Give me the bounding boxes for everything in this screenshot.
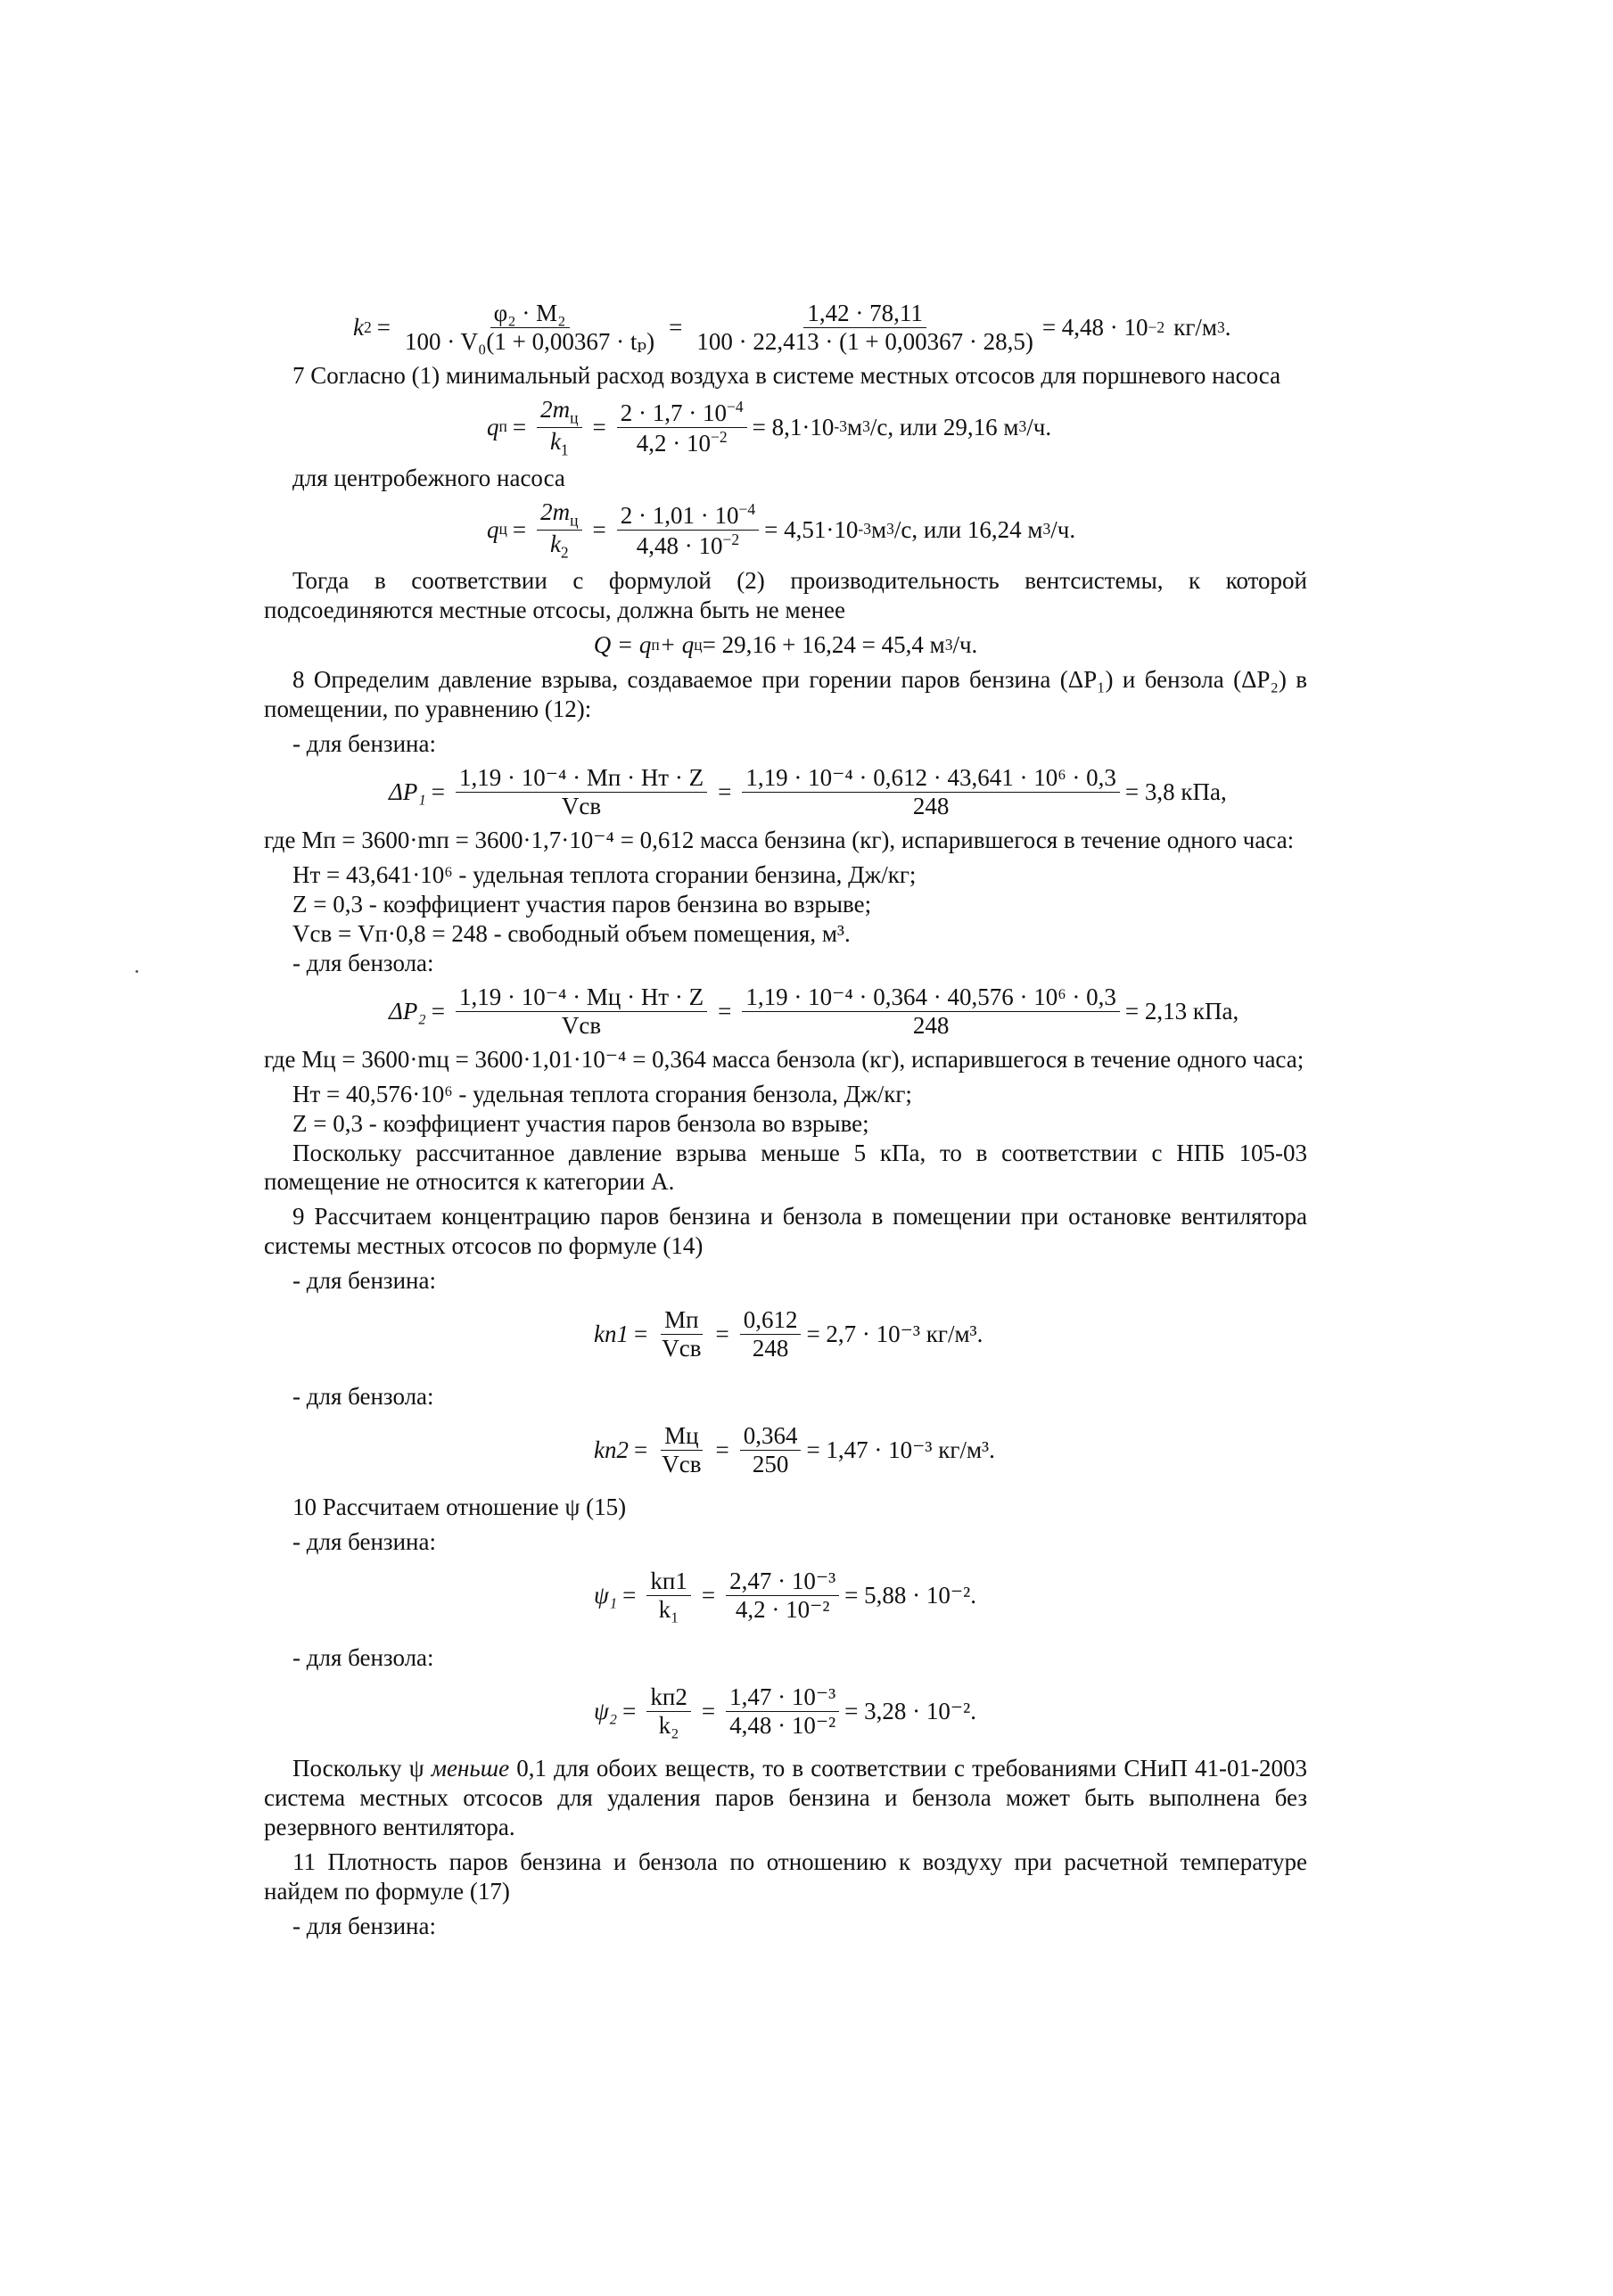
document-page <box>264 294 1307 1946</box>
formula-k2-lhs-sub: 2 <box>363 317 372 336</box>
item8-where1: где Mп = 3600·mп = 3600·1,7·10⁻⁴ = 0,612 масса бензина (кг), испарившегося в течение одного часа: <box>264 826 1295 853</box>
formula-k2-result: = 4,48 · 10 <box>1041 314 1148 342</box>
item8-ht2: Hт = 40,576·10⁶ - удельная теплота сгорания бензола, Дж/кг; <box>292 1080 912 1107</box>
item7-text: 7 Согласно (1) минимальный расход воздуха в системе местных отсосов для поршневого насоса <box>292 362 1281 390</box>
item8-z1: Z = 0,3 - коэффициент участия паров бензина во взрыве; <box>292 890 872 918</box>
formula-Q: Q = q п + q ц = 29,16 + 16,24 = 45,4 м 3 /ч. <box>593 631 978 659</box>
formula-k2-unit: кг/м <box>1173 314 1217 342</box>
centrifugal-label: для центробежного насоса <box>292 465 565 492</box>
formula-k2: k 2 = $\frac{\text{φ₂ · M₂}}{\text{100 · V₀(1 + 0,00367 · tₚ)}}$ = $\frac{1,42 \cdot 78,11}{100 \cdot 22,413 \cdot (1 + 0,00367 \cdot 28,5)}$ = 4,48 · 10 −2 кг/м 3 . <box>353 300 1231 356</box>
item11-for-gasoline: - для бензина: <box>292 1913 436 1940</box>
item8-conclusion: Поскольку рассчитанное давление взрыва меньше 5 кПа, то в соответствии с НПБ 105-03 помещение не относится к категории А. <box>264 1139 1307 1196</box>
formula-psi2: ψ₂ = $\frac{kп2}{\text{k₂}}$ = $\frac{\text{1,47 · 10⁻³}}{\text{4,48 · 10⁻²}}$ = 3,28 · 10⁻². <box>594 1683 976 1740</box>
item11-text: 11 Плотность паров бензина и бензола по отношению к воздуху при расчетной температуре найдем по формуле (17) <box>264 1848 1307 1905</box>
item9-for-gasoline: - для бензина: <box>292 1267 436 1295</box>
formula-dp1-result: = 3,8 кПа, <box>1124 778 1227 805</box>
formula-kp2-result: = 1,47 · 10⁻³ кг/м³. <box>806 1436 995 1464</box>
formula-k2-lhs: k <box>353 314 364 342</box>
formula-qp-result: = 8,1·10 <box>752 413 835 440</box>
item10-conclusion: Поскольку ψ меньше 0,1 для обоих веществ, то в соответствии с требованиями СНиП 41-01-2003 система местных отсосов для удаления паров бензина и бензола может быть выполнена без резервного вентилятора. <box>264 1755 1307 1841</box>
item8-ht1: Hт = 43,641·10⁶ - удельная теплота сгорании бензина, Дж/кг; <box>292 860 917 888</box>
item10-for-benzene: - для бензола: <box>292 1644 434 1672</box>
item7-then-text: Тогда в соответствии с формулой (2) производительность вентсистемы, к которой подсоединяются местные отсосы, должна быть не менее <box>264 567 1307 624</box>
item9-for-benzene: - для бензола: <box>292 1383 434 1411</box>
item8-for-benzene: - для бензола: <box>292 949 434 976</box>
formula-psi1-result: = 5,88 · 10⁻². <box>844 1582 976 1609</box>
item9-text: 9 Рассчитаем концентрацию паров бензина и бензола в помещении при остановке вентилятора системы местных отсосов по формуле (14) <box>264 1203 1307 1260</box>
item8-z2: Z = 0,3 - коэффициент участия паров бензола во взрыве; <box>292 1109 869 1137</box>
item8-text: 8 Определим давление взрыва, создаваемое при горении паров бензина (ΔP₁) и бензола (ΔP₂) в помещении, по уравнению (12): <box>264 666 1307 722</box>
formula-dp2: ΔP₂ = $\frac{\text{1,19 · 10⁻⁴ · Mц · Hт · Z}}{\text{Vсв}}$ = $\frac{\text{1,19 · 10⁻⁴ · 0,364 · 40,576 · 10⁶ · 0,3}}{248}$ = 2,13 кПа, <box>389 983 1239 1039</box>
formula-k2-frac2: $\frac{1,42 \cdot 78,11}{100 \cdot 22,413 \cdot (1 + 0,00367 \cdot 28,5)}$ <box>696 300 1033 356</box>
item8-where2: где Mц = 3600·mц = 3600·1,01·10⁻⁴ = 0,364 масса бензола (кг), испарившегося в течение одного часа; <box>264 1045 1304 1073</box>
formula-psi1: ψ₁ = $\frac{kп1}{\text{k₁}}$ = $\frac{\text{2,47 · 10⁻³}}{\text{4,2 · 10⁻²}}$ = 5,88 · 10⁻². <box>594 1568 976 1624</box>
formula-kp1-result: = 2,7 · 10⁻³ кг/м³. <box>806 1321 983 1348</box>
formula-kp2: kп2 = $\frac{Mц}{\text{Vсв}}$ = $\frac{0,364}{250}$ = 1,47 · 10⁻³ кг/м³. <box>594 1422 995 1478</box>
formula-psi2-result: = 3,28 · 10⁻². <box>844 1698 976 1725</box>
item10-for-gasoline: - для бензина: <box>292 1528 436 1556</box>
formula-kp1: kп1 = $\frac{Mп}{\text{Vсв}}$ = $\frac{0,612}{248}$ = 2,7 · 10⁻³ кг/м³. <box>594 1306 983 1362</box>
item8-vsv: Vсв = Vп·0,8 = 248 - свободный объем помещения, м³. <box>292 919 851 947</box>
formula-k2-frac1: $\frac{\text{φ₂ · M₂}}{\text{100 · V₀(1 + 0,00367 · tₚ)}}$ <box>404 300 655 356</box>
formula-dp1: ΔP₁ = $\frac{\text{1,19 · 10⁻⁴ · Mп · Hт · Z}}{\text{Vсв}}$ = $\frac{\text{1,19 · 10⁻⁴ · 0,612 · 43,641 · 10⁶ · 0,3}}{248}$ = 3,8 кПа, <box>389 763 1227 819</box>
item10-text: 10 Рассчитаем отношение ψ (15) <box>292 1494 627 1521</box>
formula-qc-result: = 4,51·10 <box>764 515 859 543</box>
formula-qp: q п = $\frac{2m_ц}{k_1}$ = $\frac{2 \cdot 1,7 \cdot 10^{-4}}{4,2 \cdot 10^{-2}}$ = 8,1·10 -3 м 3 /с, или 29,16 м 3 /ч. <box>487 396 1052 458</box>
margin-dot <box>136 970 138 973</box>
formula-dp2-result: = 2,13 кПа, <box>1124 997 1239 1025</box>
formula-qc: q ц = $\frac{2m_ц}{k_2}$ = $\frac{2 \cdot 1,01 \cdot 10^{-4}}{4,48 \cdot 10^{-2}}$ = 4,51·10 -3 м 3 /с, или 16,24 м 3 /ч. <box>487 498 1076 562</box>
item8-for-gasoline: - для бензина: <box>292 729 436 757</box>
